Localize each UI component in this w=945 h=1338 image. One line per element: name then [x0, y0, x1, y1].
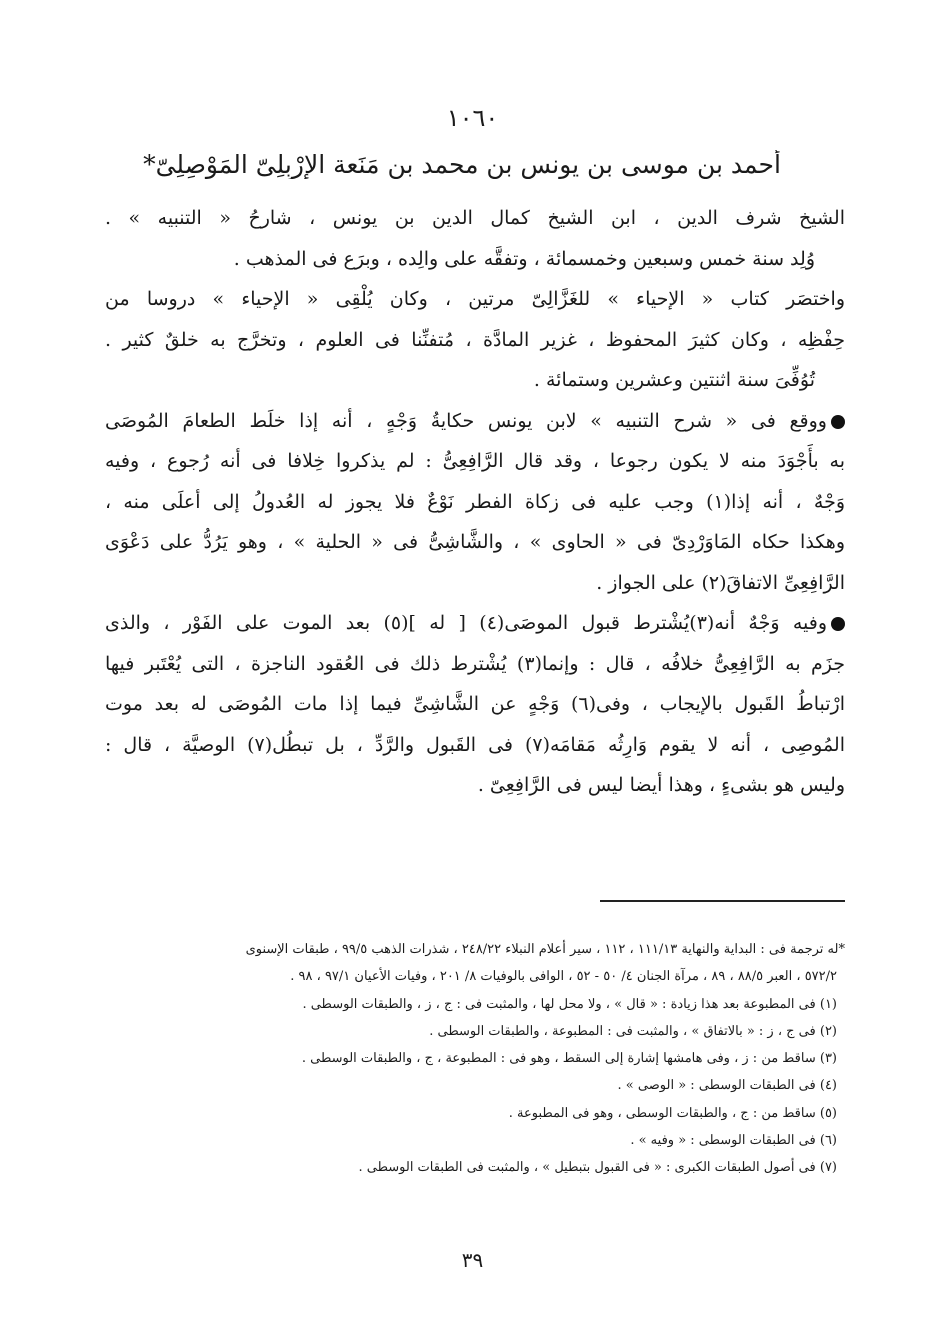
footnote-5: (٥) ساقط من : ج ، والطبقات الوسطى ، وهو فى المطبوعة . [508, 1105, 837, 1121]
body-line: الرَّافِعِىِّ الاتفاقَ(٢) على الجواز . [596, 571, 845, 594]
body-line: الشيخ شرف الدين ، ابن الشيخ كمال الدين بن يونس ، شارحُ « التنبيه » . [105, 207, 845, 229]
footnote-4: (٤) فى الطبقات الوسطى : « الوصى » . [617, 1078, 837, 1094]
body-line: وهكذا حكاه المَاوَرْدِىّ فى « الحاوى » ، والشَّاشِىُّ فى « الحلية » ، وهو يَرُدُّ على دَعْوَى [105, 531, 845, 553]
entry-heading: أحمد بن موسى بن يونس بن محمد بن مَنَعة الإرْبِلِىّ المَوْصِلِىّ* [143, 150, 781, 179]
bullet-icon [831, 415, 845, 429]
body-line: وَجْهٌ ، أنه إذا(١) وجب عليه فى زكاة الفطر نَوْعٌ فلا يجوز له العُدولُ إلى أعلَى منه ، [105, 490, 845, 513]
footnote-biography-sources-continued: ٥٧٢/٢ ، العبر ٨٨/٥ ، ٨٩ ، مرآة الجنان ٤/ ٥٠ - ٥٢ ، الوافى بالوفيات ٨/ ٢٠١ ، وفيات الأعيان ٩٧/١ ، ٩٨ . [290, 969, 837, 985]
footnote-1: (١) فى المطبوعة بعد هذا زيادة : « قال » ، ولا محل لها ، والمثبت فى : ج ، ز ، والطبقات الوسطى . [302, 996, 837, 1012]
body-line-text: ووقع فى « شرح التنبيه » لابن يونس حكايةُ وَجْهٍ ، أنه إذا خلَط الطعامَ المُوصَى [105, 409, 827, 432]
footnote-7: (٧) فى أصول الطبقات الكبرى : « فى القبول بتبطيل » ، والمثبت فى الطبقات الوسطى . [358, 1160, 837, 1176]
body-line: وُلِد سنة خمس وسبعين وخمسمائة ، وتفقَّه على والِده ، وبرَع فى المذهب . [233, 247, 815, 270]
footnote-biography-sources: *له ترجمة فى : البداية والنهاية ١١١/١٣ ، ١١٢ ، سير أعلام النبلاء ٢٤٨/٢٢ ، شذرات الذهب ٩٩/٥ ، طبقات الإسنوى [245, 942, 845, 957]
body-text [105, 198, 845, 806]
entry-number: ١٠٦٠ [446, 104, 499, 132]
page-number: ٣٩ [461, 1248, 484, 1272]
body-line: وليس هو بشىءٍ ، وهذا أيضا ليس فى الرَّافِعِىّ . [477, 774, 845, 796]
footnote-3: (٣) ساقط من : ز ، وفى هامشها إشارة إلى السقط ، وهو فى : المطبوعة ، ج ، والطبقات الوسطى . [301, 1051, 837, 1067]
body-line-bulleted [105, 401, 845, 442]
footnote-2: (٢) فى ج ، ز : « بالاتفاق » ، والمثبت فى : المطبوعة ، والطبقات الوسطى . [429, 1023, 837, 1039]
body-line-bulleted [105, 603, 845, 644]
body-line: حِفْظِه ، وكان كثيرَ المحفوظ ، غزير المادَّة ، مُتفنِّنا فى العلوم ، وتخرَّج به خلقٌ كثير . [105, 328, 845, 351]
body-line: به بأَجْوَدَ منه لا يكون رجوعا ، وقد قال الرَّافِعِىُّ : لم يذكروا خِلافا فى أنه رُجوع ، وفيه [105, 450, 845, 472]
footnotes [100, 936, 845, 1182]
body-line: ارْتباطُ القَبول بالإيجاب ، وفى(٦) وَجْهٍ عن الشَّاشِىِّ فيما إذا مات المُوصَى له بعد موت [105, 693, 845, 715]
body-line: واختصَر كتاب « الإحياء » للغَزَّالِىّ مرتين ، وكان يُلْقِى « الإحياء » دروسا من [105, 288, 845, 310]
body-line: المُوصِى ، أنه لا يقوم وَارِثُه مَقامَه(٧) فى القَبول والرَّدِّ ، بل تبطُل(٧) الوصيَّة ، قال : [105, 733, 845, 756]
footnote-6: (٦) فى الطبقات الوسطى : « وفيه » . [630, 1133, 837, 1149]
body-line: جزَم به الرَّافِعِىُّ خلافُه ، قال : وإنما(٣) يُشْترط ذلك فى العُقود الناجزة ، التى يُعْتَبر فيها [105, 652, 845, 675]
footnote-divider [600, 900, 845, 902]
bullet-icon [831, 617, 845, 631]
body-line-text: وفيه وَجْهٌ أنه(٣)يُشْترط قبول الموصَى(٤) [ له ](٥) بعد الموت على الفَوْر ، والذى [105, 612, 827, 634]
body-line: تُوُفِّىَ سنة اثنتين وعشرين وستمائة . [533, 369, 815, 391]
